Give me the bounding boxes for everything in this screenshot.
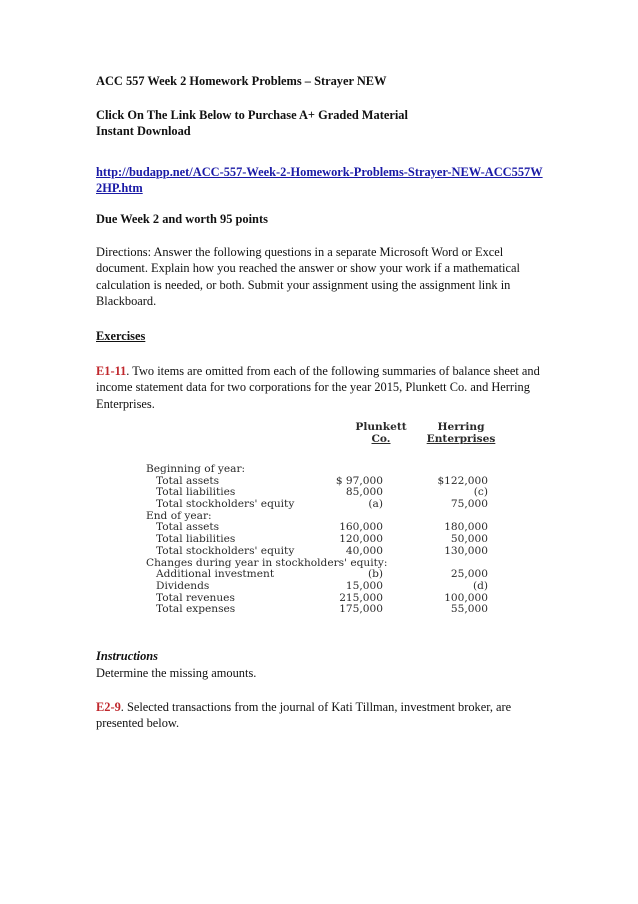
directions-paragraph: Directions: Answer the following questions in a separate Microsoft Word or Excel document. Explain how you reached the answer or show your work if a mathematical calculation is needed, or both. Submit your assignment using the assignment link in Blackboard. bbox=[96, 245, 520, 309]
plunkett-value: 120,000 bbox=[339, 533, 383, 546]
herring-value: (c) bbox=[473, 486, 488, 499]
exercise-code: E2-9 bbox=[96, 700, 121, 714]
column-header-line: Herring bbox=[437, 421, 485, 433]
instructions-heading: Instructions bbox=[96, 649, 158, 663]
exercise-text: . Two items are omitted from each of the following summaries of balance sheet and income statement data for two corporations for the year 2015, Plunkett Co. and Herring Enterprises. bbox=[96, 364, 540, 411]
column-header-line: Plunkett bbox=[355, 421, 407, 433]
purchase-notice bbox=[96, 107, 408, 140]
column-header-plunkett bbox=[346, 422, 416, 445]
row-label: Dividends bbox=[156, 579, 210, 592]
plunkett-value: (a) bbox=[368, 498, 383, 511]
herring-value: 130,000 bbox=[444, 544, 488, 557]
herring-value: (d) bbox=[472, 579, 488, 592]
herring-value: 50,000 bbox=[450, 533, 488, 546]
row-label: Total stockholders' equity bbox=[156, 498, 295, 511]
row-label: Changes during year in stockholders' equity: bbox=[146, 556, 388, 569]
row-label: Total revenues bbox=[156, 591, 235, 604]
instructions-text: Determine the missing amounts. bbox=[96, 666, 257, 680]
row-label: Total expenses bbox=[156, 603, 236, 616]
row-label: Total liabilities bbox=[156, 533, 236, 546]
plunkett-value: (b) bbox=[367, 568, 383, 581]
row-label: Total liabilities bbox=[156, 486, 236, 499]
table-row bbox=[146, 604, 496, 616]
plunkett-value: 215,000 bbox=[339, 591, 383, 604]
row-label: End of year: bbox=[146, 509, 212, 522]
herring-value: 75,000 bbox=[450, 498, 488, 511]
plunkett-value: 85,000 bbox=[345, 486, 383, 499]
plunkett-value: 40,000 bbox=[345, 544, 383, 557]
column-header-line: Enterprises bbox=[426, 432, 496, 445]
purchase-link[interactable]: http://budapp.net/ACC-557-Week-2-Homework-Problems-Strayer-NEW-ACC557W2HP.htm bbox=[96, 165, 543, 196]
table-row bbox=[146, 581, 496, 593]
column-header-herring bbox=[426, 422, 496, 445]
row-label: Beginning of year: bbox=[146, 463, 246, 475]
exercise-e1-11 bbox=[96, 363, 546, 412]
herring-value: 100,000 bbox=[444, 591, 488, 604]
exercise-e2-9 bbox=[96, 699, 546, 732]
document-title: ACC 557 Week 2 Homework Problems – Strayer NEW bbox=[96, 74, 387, 88]
herring-value: $122,000 bbox=[437, 474, 488, 487]
exercise-code: E1-11 bbox=[96, 364, 127, 378]
exercises-heading: Exercises bbox=[96, 329, 146, 343]
row-label: Total assets bbox=[156, 521, 220, 534]
row-label: Additional investment bbox=[156, 568, 275, 581]
herring-value: 25,000 bbox=[450, 568, 488, 581]
table-rows bbox=[146, 464, 496, 616]
purchase-line-2: Instant Download bbox=[96, 124, 191, 139]
plunkett-value: 175,000 bbox=[339, 603, 383, 616]
column-header-line: Co. bbox=[371, 432, 391, 445]
herring-value: 55,000 bbox=[450, 603, 488, 616]
row-label: Total stockholders' equity bbox=[156, 544, 295, 557]
table-row bbox=[146, 464, 496, 476]
table-row bbox=[146, 546, 496, 558]
exercise-text: . Selected transactions from the journal of Kati Tillman, investment broker, are presented below. bbox=[96, 700, 512, 731]
table-row bbox=[146, 499, 496, 511]
plunkett-value: $ 97,000 bbox=[335, 474, 383, 487]
plunkett-value: 160,000 bbox=[339, 521, 383, 534]
purchase-line-1: Click On The Link Below to Purchase A+ Graded Material bbox=[96, 108, 408, 122]
herring-value: 180,000 bbox=[444, 521, 488, 534]
plunkett-value: 15,000 bbox=[345, 579, 383, 592]
due-line: Due Week 2 and worth 95 points bbox=[96, 212, 268, 226]
row-label: Total assets bbox=[156, 474, 220, 487]
